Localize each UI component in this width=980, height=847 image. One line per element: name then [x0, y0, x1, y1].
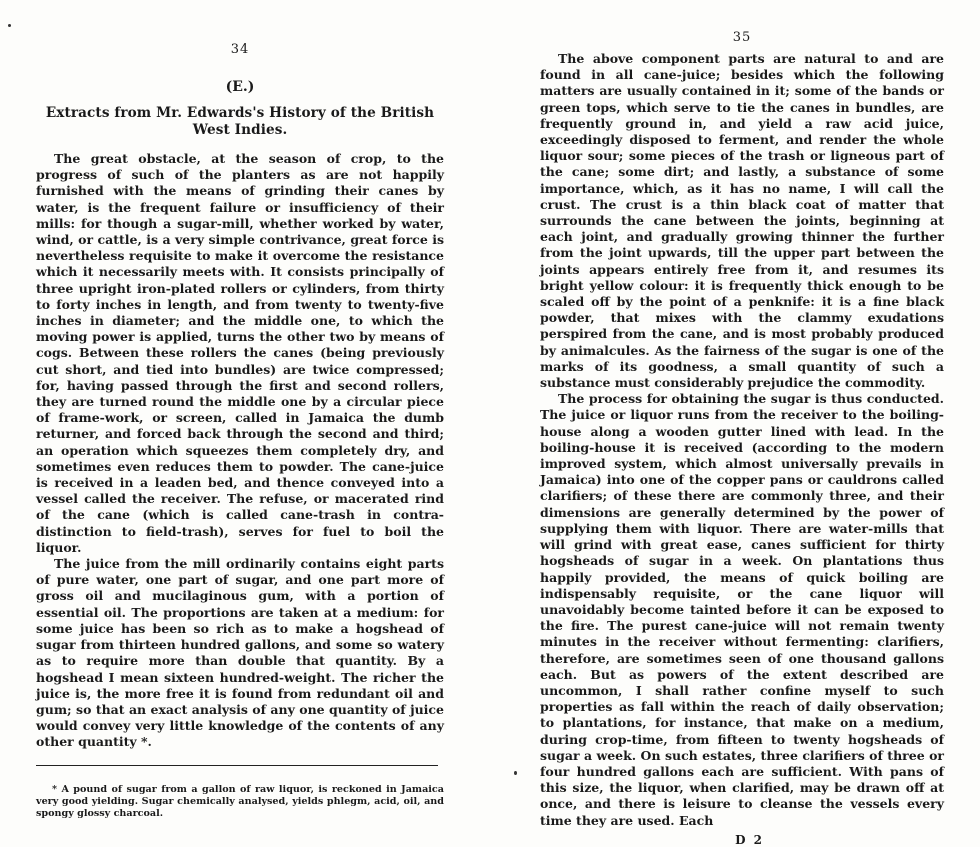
section-label: (E.) [225, 79, 255, 95]
page-number-left: 34 [230, 42, 250, 57]
signature-mark: D 2 [735, 832, 764, 847]
footnote-divider [36, 765, 438, 766]
print-speck [514, 771, 517, 775]
body-paragraph: The juice from the mill ordinarily contains eight parts of pure water, one part of sugar, and one part more of gross oil and mucilaginous gum, with a portion of essential oil. The proportions are taken at a medium: for some juice has been so rich as to make a hogshead of sugar from thirteen hundred gallons, and some so watery as to require more than double that quantity. By a hogshead I mean sixteen hundred-weight. The richer the juice is, the more free it is found from redundant oil and gum; so that an exact analysis of any one quantity of juice would convey very little knowledge of the contents of any other quantity *. [36, 556, 444, 750]
body-paragraph: The above component parts are natural to and are found in all cane-juice; besides which the following matters are usually contained in it; some of the bands or green tops, which serve to tie the canes in bundles, are frequently ground in, and yield a raw acid juice, exceedingly disposed to ferment, and render the whole liquor sour; some pieces of the trash or ligneous part of the cane; some dirt; and lastly, a substance of some importance, which, as it has no name, I will call the crust. The crust is a thin black coat of matter that surrounds the cane between the joints, beginning at each joint, and gradually growing thinner the further from the joint upwards, till the upper part between the joints appears entirely free from it, and resumes its bright yellow colour: it is frequently thick enough to be scaled off by the point of a penknife: it is a fine black powder, that mixes with the clammy exudations perspired from the cane, and is most probably produced by animalcules. As the fairness of the sugar is one of the marks of its goodness, a small quantity of such a substance must considerably prejudice the commodity. [540, 51, 944, 391]
print-speck [8, 24, 11, 27]
body-paragraph: The great obstacle, at the season of crop, to the progress of such of the planters as are not happily furnished with the means of grinding their canes by water, is the frequent failure or insufficiency of their mills: for though a sugar-mill, whether worked by water, wind, or cattle, is a very simple contrivance, great force is nevertheless requisite to make it overcome the resistance which it necessarily meets with. It consists principally of three upright iron-plated rollers or cylinders, from thirty to forty inches in length, and from twenty to twenty-five inches in diameter; and the middle one, to which the moving power is applied, turns the other two by means of cogs. Between these rollers the canes (being previously cut short, and tied into bundles) are twice compressed; for, having passed through the first and second rollers, they are turned round the middle one by a circular piece of frame-work, or screen, called in Jamaica the dumb returner, and forced back through the second and third; an operation which squeezes them completely dry, and sometimes even reduces them to powder. The cane-juice is received in a leaden bed, and thence conveyed into a vessel called the receiver. The refuse, or macerated rind of the cane (which is called cane-trash in contra-distinction to field-trash), serves for fuel to boil the liquor. [36, 151, 444, 555]
left-body-text [36, 151, 444, 751]
right-page [540, 0, 944, 847]
body-paragraph: The process for obtaining the sugar is thus conducted. The juice or liquor runs from the receiver to the boiling-house along a wooden gutter lined with lead. In the boiling-house it is received (according to the modern improved system, which almost universally prevails in Jamaica) into one of the copper pans or cauldrons called clarifiers; of these there are commonly three, and their dimensions are generally determined by the power of supplying them with liquor. There are water-mills that will grind with great ease, canes sufficient for thirty hogsheads of sugar in a week. On plantations thus happily provided, the means of quick boiling are indispensably requisite, or the cane liquor will unavoidably become tainted before it can be exposed to the fire. The purest cane-juice will not remain twenty minutes in the receiver without fermenting: clarifiers, therefore, are sometimes seen of one thousand gallons each. But as powers of the extent described are uncommon, I shall rather confine myself to such properties as fall within the reach of daily observation; to plantations, for instance, that make on a medium, during crop-time, from fifteen to twenty hogsheads of sugar a week. On such estates, three clarifiers of three or four hundred gallons each are sufficient. With pans of this size, the liquor, when clarified, may be drawn off at once, and there is leisure to cleanse the vessels every time they are used. Each [540, 391, 944, 828]
footnote: * A pound of sugar from a gallon of raw liquor, is reckoned in Jamaica very good yielding. Sugar chemically analysed, yields phlegm, acid, oil, and spongy glossy charcoal. [36, 783, 444, 819]
page-heading: Extracts from Mr. Edwards's History of the British West Indies. [45, 105, 435, 138]
right-body-text [540, 51, 944, 829]
left-page [36, 0, 444, 820]
page-number-right: 35 [732, 30, 752, 45]
